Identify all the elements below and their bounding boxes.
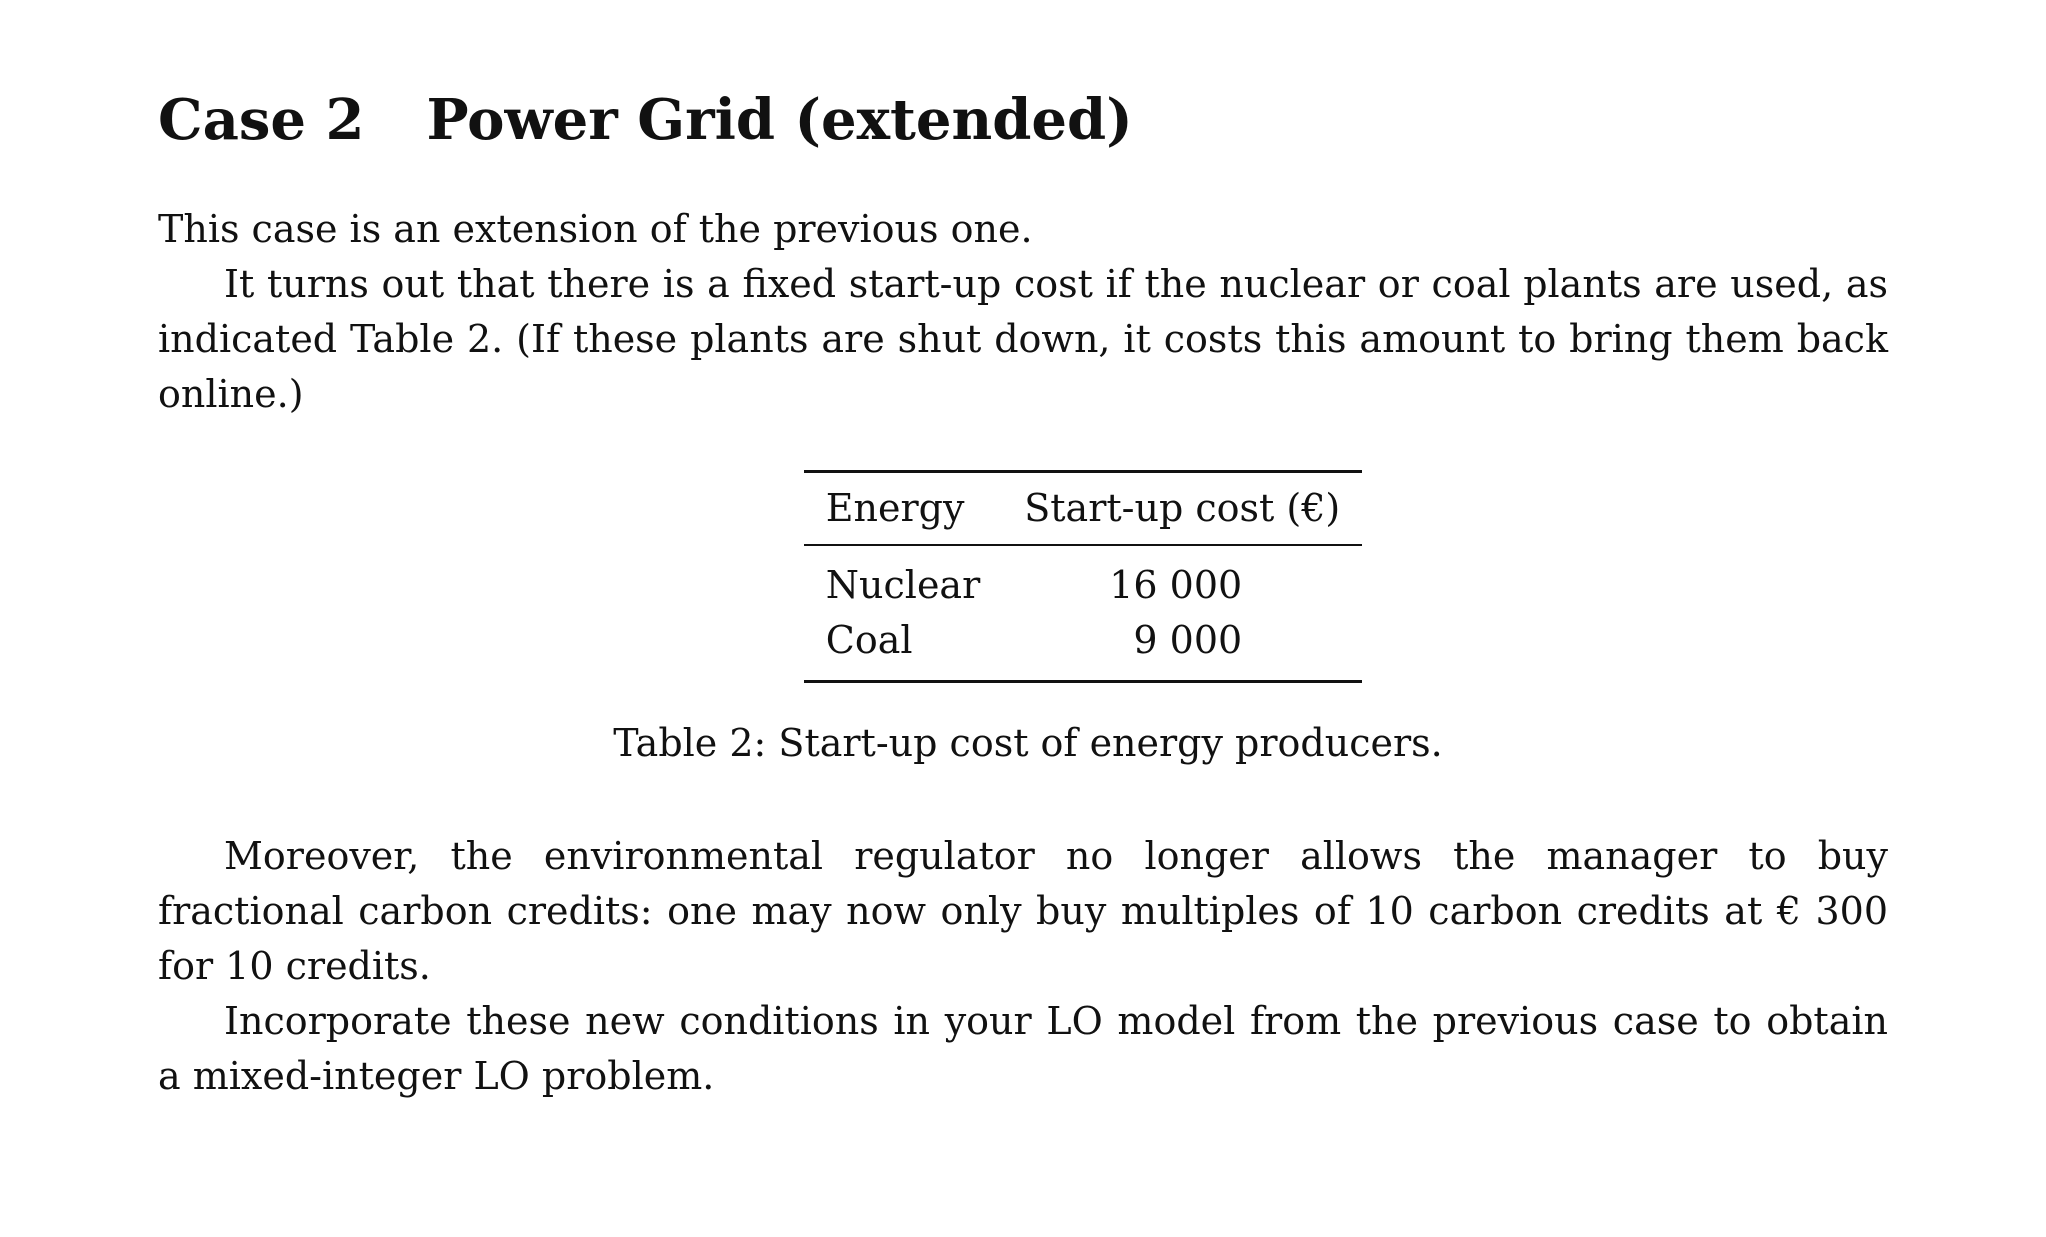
energy-cell: Nuclear xyxy=(825,563,981,607)
startup-cost-table xyxy=(804,470,1362,683)
header-energy: Energy xyxy=(804,472,1002,546)
document-page xyxy=(158,87,1888,1104)
table-container xyxy=(158,470,1888,683)
table-header-row xyxy=(804,472,1362,546)
cost-cell: 16 000 xyxy=(1109,563,1243,607)
credits-paragraph: Moreover, the environmental regulator no longer allows the manager to buy fractional carbon credits: one may now only buy multiples of 10 carbon credits at € 300 for 10 credits. xyxy=(158,834,1888,988)
header-startup-cost: Start-up cost (€) xyxy=(1002,472,1362,546)
energy-cell: Coal xyxy=(825,618,913,662)
startup-paragraph: It turns out that there is a fixed start-up cost if the nuclear or coal plants are used, as indicated Table 2. (If these plants are shut down, it costs this amount to bring them back online.) xyxy=(158,262,1888,416)
task-paragraph: Incorporate these new conditions in your LO model from the previous case to obtain a mixed-integer LO problem. xyxy=(158,999,1888,1098)
table-row xyxy=(804,545,1362,613)
intro-paragraph: This case is an extension of the previous one. xyxy=(158,207,1033,251)
table-row xyxy=(804,613,1362,682)
section-heading xyxy=(158,87,1888,153)
section-title: Power Grid (extended) xyxy=(426,87,1133,153)
table-caption: Table 2: Start-up cost of energy producers. xyxy=(613,721,1443,765)
section-number: Case 2 xyxy=(158,87,365,153)
cost-cell: 9 000 xyxy=(1133,618,1243,662)
